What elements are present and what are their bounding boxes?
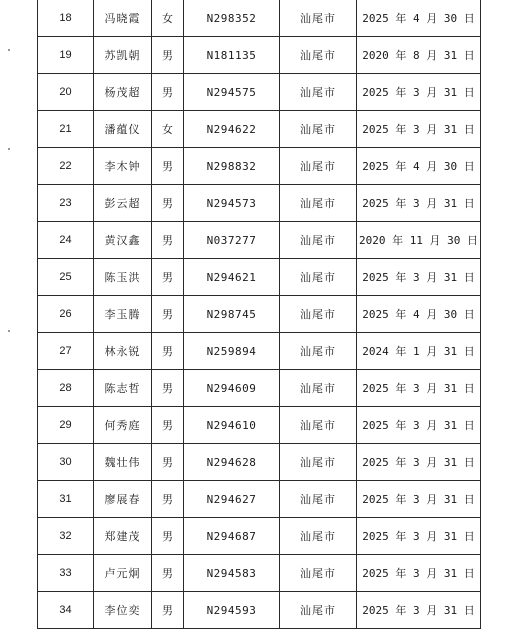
table-row bbox=[38, 407, 481, 444]
certificate-number-cell: N294575 bbox=[184, 74, 280, 111]
table-row bbox=[38, 37, 481, 74]
person-name-cell: 李位奕 bbox=[94, 592, 152, 629]
row-number-cell: 27 bbox=[38, 333, 94, 370]
expiry-date-cell: 2025 年 3 月 31 日 bbox=[357, 481, 481, 518]
expiry-date-cell: 2025 年 3 月 31 日 bbox=[357, 370, 481, 407]
row-number-cell: 30 bbox=[38, 444, 94, 481]
person-name-cell: 卢元炯 bbox=[94, 555, 152, 592]
table-row bbox=[38, 518, 481, 555]
person-name-cell: 潘蕴仪 bbox=[94, 111, 152, 148]
row-number-cell: 25 bbox=[38, 259, 94, 296]
city-name-cell: 汕尾市 bbox=[280, 296, 357, 333]
row-number-cell: 22 bbox=[38, 148, 94, 185]
city-name-cell: 汕尾市 bbox=[280, 481, 357, 518]
expiry-date-cell: 2020 年 11 月 30 日 bbox=[357, 222, 481, 259]
city-name-cell: 汕尾市 bbox=[280, 518, 357, 555]
person-sex-cell: 女 bbox=[152, 111, 184, 148]
expiry-date-cell: 2025 年 3 月 31 日 bbox=[357, 111, 481, 148]
row-number-cell: 28 bbox=[38, 370, 94, 407]
city-name-cell: 汕尾市 bbox=[280, 0, 357, 37]
row-number-cell: 19 bbox=[38, 37, 94, 74]
person-name-cell: 李玉腾 bbox=[94, 296, 152, 333]
city-name-cell: 汕尾市 bbox=[280, 111, 357, 148]
city-name-cell: 汕尾市 bbox=[280, 444, 357, 481]
certificate-number-cell: N294583 bbox=[184, 555, 280, 592]
person-sex-cell: 男 bbox=[152, 37, 184, 74]
certificate-number-cell: N294687 bbox=[184, 518, 280, 555]
row-number-cell: 34 bbox=[38, 592, 94, 629]
row-number-cell: 20 bbox=[38, 74, 94, 111]
person-name-cell: 陈志哲 bbox=[94, 370, 152, 407]
table-row bbox=[38, 148, 481, 185]
table-row bbox=[38, 222, 481, 259]
certificate-number-cell: N294627 bbox=[184, 481, 280, 518]
row-number-cell: 23 bbox=[38, 185, 94, 222]
city-name-cell: 汕尾市 bbox=[280, 37, 357, 74]
city-name-cell: 汕尾市 bbox=[280, 222, 357, 259]
person-name-cell: 冯晓霞 bbox=[94, 0, 152, 37]
expiry-date-cell: 2025 年 4 月 30 日 bbox=[357, 148, 481, 185]
certificate-number-cell: N294621 bbox=[184, 259, 280, 296]
person-name-cell: 陈玉洪 bbox=[94, 259, 152, 296]
person-name-cell: 魏壮伟 bbox=[94, 444, 152, 481]
row-number-cell: 33 bbox=[38, 555, 94, 592]
expiry-date-cell: 2025 年 3 月 31 日 bbox=[357, 407, 481, 444]
certificate-number-cell: N294573 bbox=[184, 185, 280, 222]
table-row bbox=[38, 481, 481, 518]
table-row bbox=[38, 74, 481, 111]
person-sex-cell: 男 bbox=[152, 74, 184, 111]
table-row bbox=[38, 592, 481, 629]
person-sex-cell: 男 bbox=[152, 333, 184, 370]
table-row bbox=[38, 370, 481, 407]
person-sex-cell: 男 bbox=[152, 185, 184, 222]
person-sex-cell: 男 bbox=[152, 555, 184, 592]
person-name-cell: 何秀庭 bbox=[94, 407, 152, 444]
person-sex-cell: 女 bbox=[152, 0, 184, 37]
city-name-cell: 汕尾市 bbox=[280, 555, 357, 592]
city-name-cell: 汕尾市 bbox=[280, 333, 357, 370]
row-number-cell: 31 bbox=[38, 481, 94, 518]
expiry-date-cell: 2025 年 4 月 30 日 bbox=[357, 0, 481, 37]
row-number-cell: 32 bbox=[38, 518, 94, 555]
certificate-number-cell: N294628 bbox=[184, 444, 280, 481]
expiry-date-cell: 2025 年 3 月 31 日 bbox=[357, 592, 481, 629]
expiry-date-cell: 2025 年 3 月 31 日 bbox=[357, 74, 481, 111]
person-sex-cell: 男 bbox=[152, 222, 184, 259]
person-name-cell: 杨茂超 bbox=[94, 74, 152, 111]
certificate-number-cell: N181135 bbox=[184, 37, 280, 74]
row-number-cell: 29 bbox=[38, 407, 94, 444]
expiry-date-cell: 2025 年 3 月 31 日 bbox=[357, 555, 481, 592]
person-sex-cell: 男 bbox=[152, 444, 184, 481]
city-name-cell: 汕尾市 bbox=[280, 74, 357, 111]
table-row bbox=[38, 333, 481, 370]
certificate-number-cell: N259894 bbox=[184, 333, 280, 370]
person-sex-cell: 男 bbox=[152, 481, 184, 518]
table-row bbox=[38, 0, 481, 37]
person-name-cell: 林永锐 bbox=[94, 333, 152, 370]
person-sex-cell: 男 bbox=[152, 518, 184, 555]
table-row bbox=[38, 111, 481, 148]
expiry-date-cell: 2025 年 4 月 30 日 bbox=[357, 296, 481, 333]
city-name-cell: 汕尾市 bbox=[280, 370, 357, 407]
expiry-date-cell: 2025 年 3 月 31 日 bbox=[357, 185, 481, 222]
city-name-cell: 汕尾市 bbox=[280, 185, 357, 222]
table-row bbox=[38, 555, 481, 592]
person-sex-cell: 男 bbox=[152, 259, 184, 296]
table-row bbox=[38, 259, 481, 296]
certificate-number-cell: N294609 bbox=[184, 370, 280, 407]
person-name-cell: 李木钟 bbox=[94, 148, 152, 185]
person-sex-cell: 男 bbox=[152, 592, 184, 629]
city-name-cell: 汕尾市 bbox=[280, 407, 357, 444]
certificate-number-cell: N298745 bbox=[184, 296, 280, 333]
certificate-number-cell: N298352 bbox=[184, 0, 280, 37]
certificate-number-cell: N298832 bbox=[184, 148, 280, 185]
person-name-cell: 郑建茂 bbox=[94, 518, 152, 555]
row-number-cell: 21 bbox=[38, 111, 94, 148]
table-row bbox=[38, 185, 481, 222]
table-row bbox=[38, 296, 481, 333]
person-name-cell: 彭云超 bbox=[94, 185, 152, 222]
certificate-number-cell: N294593 bbox=[184, 592, 280, 629]
city-name-cell: 汕尾市 bbox=[280, 592, 357, 629]
roster-body bbox=[38, 0, 481, 629]
person-sex-cell: 男 bbox=[152, 407, 184, 444]
row-number-cell: 24 bbox=[38, 222, 94, 259]
expiry-date-cell: 2024 年 1 月 31 日 bbox=[357, 333, 481, 370]
row-number-cell: 26 bbox=[38, 296, 94, 333]
person-sex-cell: 男 bbox=[152, 296, 184, 333]
scan-speck bbox=[8, 330, 10, 332]
certificate-number-cell: N294610 bbox=[184, 407, 280, 444]
person-sex-cell: 男 bbox=[152, 370, 184, 407]
expiry-date-cell: 2025 年 3 月 31 日 bbox=[357, 444, 481, 481]
city-name-cell: 汕尾市 bbox=[280, 148, 357, 185]
scan-speck bbox=[8, 49, 10, 51]
table-row bbox=[38, 444, 481, 481]
roster-table bbox=[37, 0, 481, 629]
person-sex-cell: 男 bbox=[152, 148, 184, 185]
city-name-cell: 汕尾市 bbox=[280, 259, 357, 296]
certificate-number-cell: N037277 bbox=[184, 222, 280, 259]
expiry-date-cell: 2020 年 8 月 31 日 bbox=[357, 37, 481, 74]
row-number-cell: 18 bbox=[38, 0, 94, 37]
person-name-cell: 廖展春 bbox=[94, 481, 152, 518]
person-name-cell: 苏凯朝 bbox=[94, 37, 152, 74]
expiry-date-cell: 2025 年 3 月 31 日 bbox=[357, 259, 481, 296]
scan-speck bbox=[8, 148, 10, 150]
expiry-date-cell: 2025 年 3 月 31 日 bbox=[357, 518, 481, 555]
certificate-number-cell: N294622 bbox=[184, 111, 280, 148]
person-name-cell: 黄汉鑫 bbox=[94, 222, 152, 259]
